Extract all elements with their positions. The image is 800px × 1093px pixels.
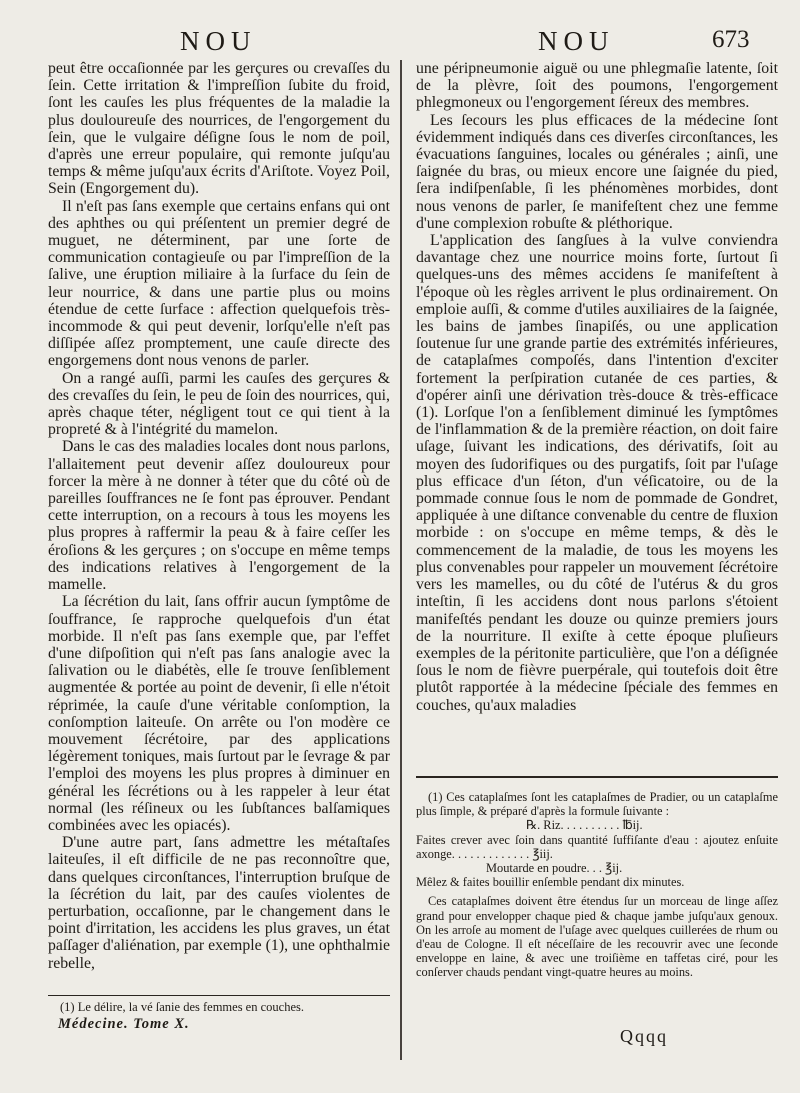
paragraph-left-2: Il n'eſt pas ſans exemple que certains enfans qui ont des aphthes ou qui préſentent un premier degré de muguet, ne déterminent, par une ſorte de communication contagieuſe ou par l'impreſſion de la ſalive, une éruption miliaire à la ſurface du ſein de leur nourrice, & dans une partie plus ou moins étendue de cette ſurface : affection quelquefois très-incommode & qui peut devenir, lorſqu'elle n'eſt pas diſſipée aſſez promptement, une cauſe directe des engorgemens dont nous venons de parler. xyxy=(48,197,390,370)
column-divider xyxy=(400,60,402,1060)
paragraph-left-6: D'une autre part, ſans admettre les métaſtaſes laiteuſes, il eſt difficile de ne pas reconnoître que, dans quelques circonſtances, l'interruption bruſque de la ſécrétion du lait, par des cauſes violentes de perturbation, occaſionne, par le changement dans le point d'irritation, les accidens les plus graves, un état paſſager d'aliénation, par exemple (1), une ophthalmie rebelle, xyxy=(48,834,390,972)
paragraph-right-3: L'application des ſangſues à la vulve conviendra davantage chez une nourrice moins forte, ſurtout ſi quelques-uns des mêmes accidens ſe manifeſtent à l'époque où les règles arrivent le plus ordinairement. On emploie auſſi, & comme d'utiles auxiliaires de la ſaignée, les bains de jambes ſinapiſés, ou une application ſoutenue ſur une grande partie des extrémités inférieures, de cataplaſmes compoſés, dans l'intention d'exciter fortement la perſpiration cutanée de ces parties, & d'opérer ainſi une dérivation très-douce & très-efficace (1). Lorſque l'on a ſenſiblement diminué les ſymptômes de l'inflammation & de la première réaction, on doit faire uſage, ſuivant les indications, des dérivatifs, ſoit au moyen des ſudorifiques ou des purgatifs, ſoit par l'uſage plus efficace d'un ſéton, d'un véſicatoire, ou de la pommade connue ſous le nom de pommade de Gondret, appliquée à une diſtance convenable du centre de fluxion morbide : on s'occupe en même temps, & dès le commencement de la maladie, de tous les moyens les plus convenables pour rappeler un mouvement ſécrétoire vers les mamelles, ou du côté de l'utérus & du gros inteſtin, ſi les accidens dont nous parlons s'étoient manifeſtés pendant les douze ou quinze premiers jours de la nourriture. Il exiſte à cette époque pluſieurs exemples de la péritonite particulière, que l'on a déſignée ſous le nom de fièvre puerpérale, qui toutefois doit être plutôt rapportée à la médecine ſpéciale des femmes en couches, qu'aux maladies xyxy=(416,232,778,714)
footnote-right-intro: (1) Ces cataplaſmes ſont les cataplaſmes de Pradier, ou un cataplaſme plus ſimple, & préparé d'après la formule ſuivante : xyxy=(416,790,778,819)
paragraph-right-2: Les ſecours les plus efficaces de la médecine ſont évidemment indiqués dans ces diverſes circonſtances, les évacuations ſanguines, locales ou générales ; ainſi, une ſaignée du bras, ou mieux encore une ſaignée du pied, ſera indiſpenſable, ſi les phénomènes morbides, dont nous venons de parler, ſe manifeſtent chez une femme d'une complexion robuſte & pléthorique. xyxy=(416,111,778,232)
paragraph-left-4: Dans le cas des maladies locales dont nous parlons, l'allaitement peut devenir aſſez douloureux pour forcer la mère à ne donner à téter que du côté où de pareilles ſouffrances ne ſe font pas éprouver. Pendant cette interruption, on a recours à tous les moyens les plus propres à raffermir la peau & à faire ceſſer les éroſions & les gerçures ; on s'occupe en même temps des indications relatives à l'engorgement de la mamelle. xyxy=(48,438,390,594)
paragraph-left-1: peut être occaſionnée par les gerçures ou crevaſſes du ſein. Cette irritation & l'impreſſion ſubite du froid, ſont les cauſes les plus fréquentes de la maladie la plus douloureuſe des nourrices, de l'engorgement du ſein, que le vulgaire déſigne ſous le nom de poil, d'après une erreur populaire, qui remonte juſqu'au temps & même juſqu'aux écrits d'Ariſtote. Voyez Poil, Sein (Engorgement du). xyxy=(48,60,390,198)
recipe-line-2: Faites crever avec ſoin dans quantité ſuffiſante d'eau : ajoutez enſuite axonge. . . . . . . . . . . . . ℥iij. xyxy=(416,832,778,861)
signature-line: Médecine. Tome X. xyxy=(58,1016,190,1032)
running-head-left: NOU xyxy=(180,26,257,56)
running-header xyxy=(0,26,800,60)
signature-mark: Qqqq xyxy=(620,1026,668,1046)
footnote-right xyxy=(416,790,778,980)
recipe-line-1: ℞. Riz. . . . . . . . . . ℔ij. xyxy=(526,818,643,833)
left-column xyxy=(48,60,390,972)
page-number: 673 xyxy=(712,26,750,53)
footnote-left xyxy=(48,1000,390,1015)
paragraph-left-5: La ſécrétion du lait, ſans offrir aucun ſymptôme de ſouffrance, ſe rapproche quelquefois d'un état morbide. Il n'eſt pas ſans exemple que, par l'effet d'une diſpoſition qui n'eſt pas ſans analogie avec la ſalivation ou le diabétès, elle ſe trouve ſenſiblement augmentée & portée au point de devenir, ſi elle n'étoit réprimée, la cauſe d'une véritable conſomption, la conſomption laiteuſe. On arrête ou l'on modère ce mouvement ſécrétoire, par des applications légèrement toniques, mais ſurtout par le ſevrage & par l'emploi des moyens les plus propres à diminuer en général les ſécrétions ou à les rappeler à leur état normal (les réſineux ou les ſubſtances balſamiques combinées avec les opiacés). xyxy=(48,593,390,834)
recipe-line-3: Moutarde en poudre. . . ℥ij. xyxy=(486,861,623,876)
footnote-left-text: (1) Le délire, la vé ſanie des femmes en couches. xyxy=(60,1000,304,1014)
running-head-right: NOU xyxy=(538,26,615,56)
recipe-line-4: Mêlez & faites bouillir enſemble pendant dix minutes. xyxy=(416,875,685,890)
paragraph-left-3: On a rangé auſſi, parmi les cauſes des gerçures & des crevaſſes du ſein, le peu de ſoin des nourrices, qui, après chaque téter, négligent tout ce qui tient à la propreté & à l'intégrité du mamelon. xyxy=(48,369,390,439)
footnote-rule-right xyxy=(416,776,778,778)
footnote-rule-left xyxy=(48,995,390,996)
right-column xyxy=(416,60,778,714)
footnote-right-closing: Ces cataplaſmes doivent être étendus ſur un morceau de linge aſſez grand pour envelopper chaque pied & chaque jambe juſqu'aux genoux. On les arroſe au moment de l'uſage avec quelques cuillerées de rhum ou d'eau de Cologne. Il eſt néceſſaire de les recouvrir avec une ſeconde enveloppe en laine, & avec une troiſième en taffetas ciré, pour les conſerver chauds pendant vingt-quatre heures au moins. xyxy=(416,894,778,980)
paragraph-right-1: une péripneumonie aiguë ou une phlegmaſie latente, ſoit de la plèvre, ſoit des poumons, l'engorgement phlegmoneux ou l'engorgement ſéreux des membres. xyxy=(416,60,778,112)
